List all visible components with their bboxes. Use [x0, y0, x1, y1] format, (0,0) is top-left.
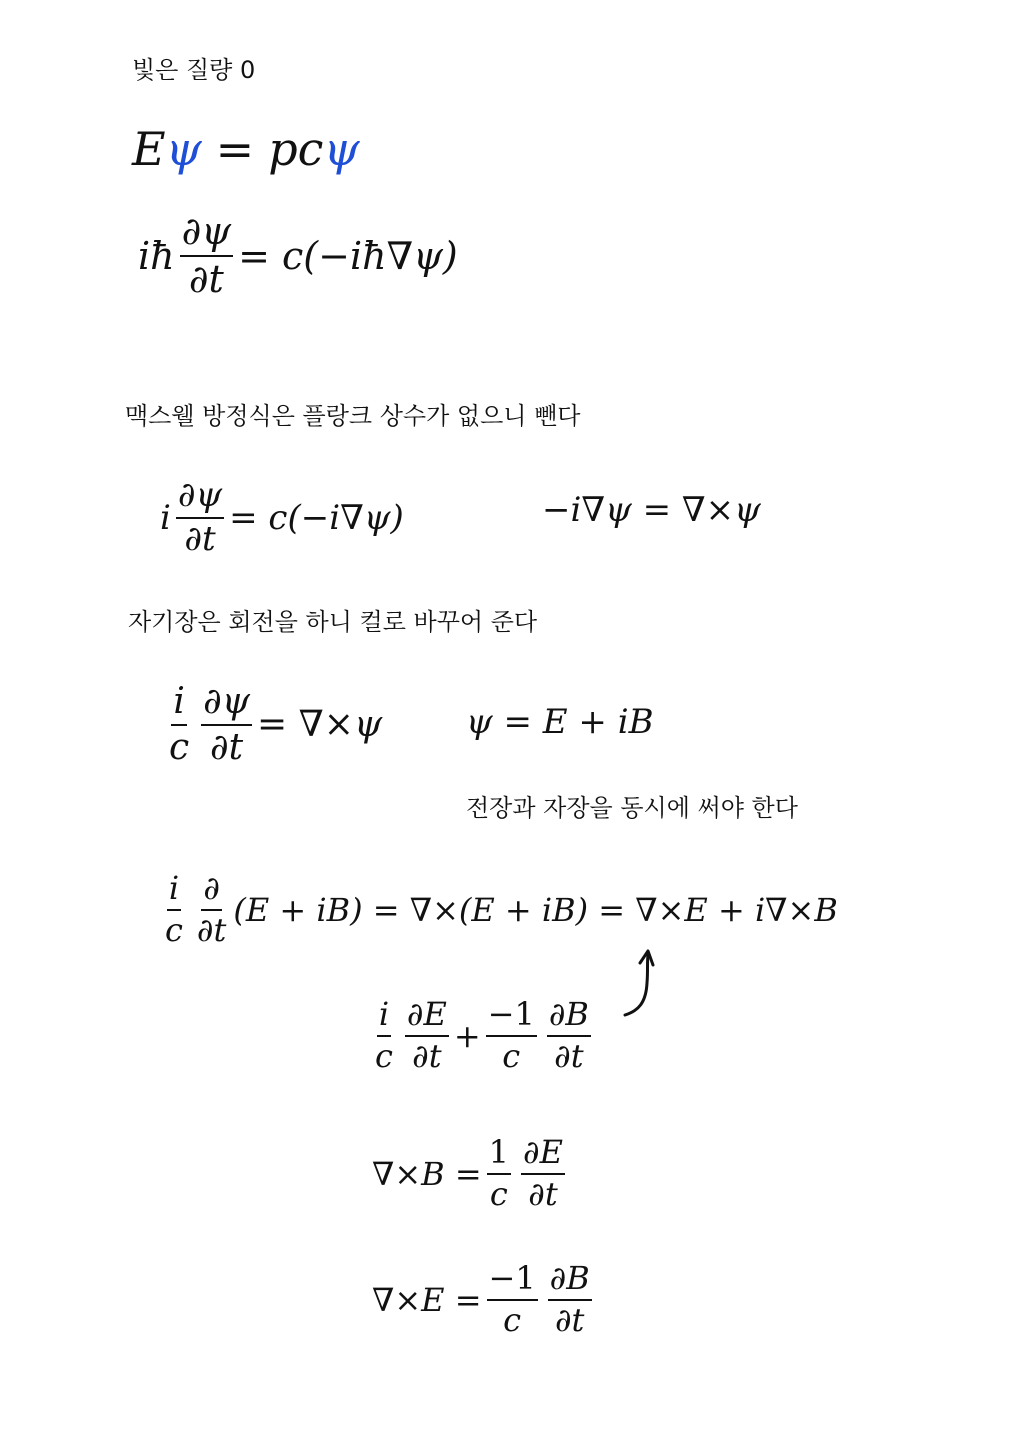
equation-separated-terms [368, 995, 596, 1075]
eq5-num-dpsi: ∂ψ [201, 683, 252, 726]
eq7-fraction-derivative [195, 869, 228, 949]
eq8-plus: + [453, 1016, 481, 1055]
eq8-den-c2: c [502, 1036, 521, 1075]
eq3-fraction [176, 475, 224, 559]
eq10-den-dt: ∂t [555, 1300, 585, 1339]
eq9-fraction-dE [521, 1133, 565, 1213]
eq2-denominator: ∂t [188, 256, 224, 301]
equation-ampere-maxwell [372, 1133, 570, 1213]
eq2-rhs: = c(−iħ∇ψ) [238, 233, 458, 278]
equation-expanded [158, 869, 838, 949]
eq5-den-dt: ∂t [210, 726, 244, 768]
eq7-den-c: c [165, 910, 183, 949]
handwritten-arrow-icon [618, 945, 668, 1025]
eq3-rhs: = c(−i∇ψ) [229, 497, 404, 538]
eq8-num-dE: ∂E [405, 998, 449, 1037]
eq5-fraction-derivative [201, 683, 252, 767]
eq3-lhs: i [160, 497, 171, 538]
eq5-fraction-ic [167, 683, 191, 767]
eq4-text: −i∇ψ = ∇×ψ [542, 490, 761, 530]
eq5-num-i: i [171, 683, 187, 726]
eq7-den-dt: ∂t [196, 910, 227, 949]
equation-psi-definition [466, 702, 654, 742]
equation-schrodinger-form [138, 209, 458, 301]
eq10-den-c: c [503, 1300, 522, 1339]
eq2-lhs: iħ [138, 233, 175, 278]
eq9-den-c: c [489, 1174, 508, 1213]
eq3-denominator: ∂t [184, 518, 216, 559]
note-em-together: 전장과 자장을 동시에 써야 한다 [466, 794, 798, 822]
eq9-fraction-one-c [487, 1133, 511, 1213]
eq8-num-minus-one: −1 [486, 998, 537, 1037]
equation-without-planck [160, 475, 404, 559]
equation-curl-form [162, 683, 382, 767]
equation-grad-to-curl [542, 490, 761, 530]
eq7-num-i: i [167, 872, 181, 911]
eq8-fraction-ic [373, 995, 395, 1075]
eq8-den-c: c [375, 1036, 393, 1075]
eq8-fraction-dB [547, 995, 591, 1075]
eq10-lhs: ∇×E = [372, 1280, 482, 1319]
eq8-num-dB: ∂B [547, 998, 591, 1037]
note-maxwell-no-planck: 맥스웰 방정식은 플랑크 상수가 없으니 뺀다 [125, 402, 581, 430]
eq7-rhs: (E + iB) = ∇×(E + iB) = ∇×E + i∇×B [233, 890, 838, 929]
eq8-num-i: i [377, 998, 391, 1037]
eq8-den-dt2: ∂t [554, 1036, 584, 1075]
eq1-psi-left: ψ [165, 122, 202, 176]
eq10-num-minus-one: −1 [487, 1262, 538, 1301]
eq9-lhs: ∇×B = [372, 1154, 482, 1193]
equation-faraday [372, 1259, 597, 1339]
note-massless: 빛은 질량 0 [132, 56, 256, 84]
eq1-psi-right: ψ [323, 122, 360, 176]
eq10-fraction-minus-one-c [487, 1259, 538, 1339]
eq2-numerator: ∂ψ [180, 212, 233, 257]
eq9-num-one: 1 [487, 1136, 511, 1175]
eq6-text: ψ = E + iB [466, 702, 654, 742]
eq9-num-dE: ∂E [521, 1136, 565, 1175]
eq5-den-c: c [169, 726, 190, 768]
eq9-den-dt: ∂t [528, 1174, 558, 1213]
eq8-fraction-dE [405, 995, 449, 1075]
eq7-num-partial: ∂ [201, 872, 222, 911]
eq1-pc: pc [268, 122, 324, 176]
eq7-fraction-ic [163, 869, 185, 949]
eq2-fraction [180, 209, 233, 301]
eq10-fraction-dB [548, 1259, 592, 1339]
eq3-numerator: ∂ψ [176, 478, 224, 519]
equation-energy-momentum [132, 122, 360, 176]
eq8-den-dt: ∂t [412, 1036, 442, 1075]
eq1-equals: = [215, 122, 255, 176]
eq10-num-dB: ∂B [548, 1262, 592, 1301]
eq1-E: E [132, 122, 166, 176]
eq8-fraction-minus-one-c [486, 995, 537, 1075]
note-magnetic-curl: 자기장은 회전을 하니 컬로 바꾸어 준다 [128, 608, 538, 636]
eq5-rhs: = ∇×ψ [257, 704, 383, 746]
